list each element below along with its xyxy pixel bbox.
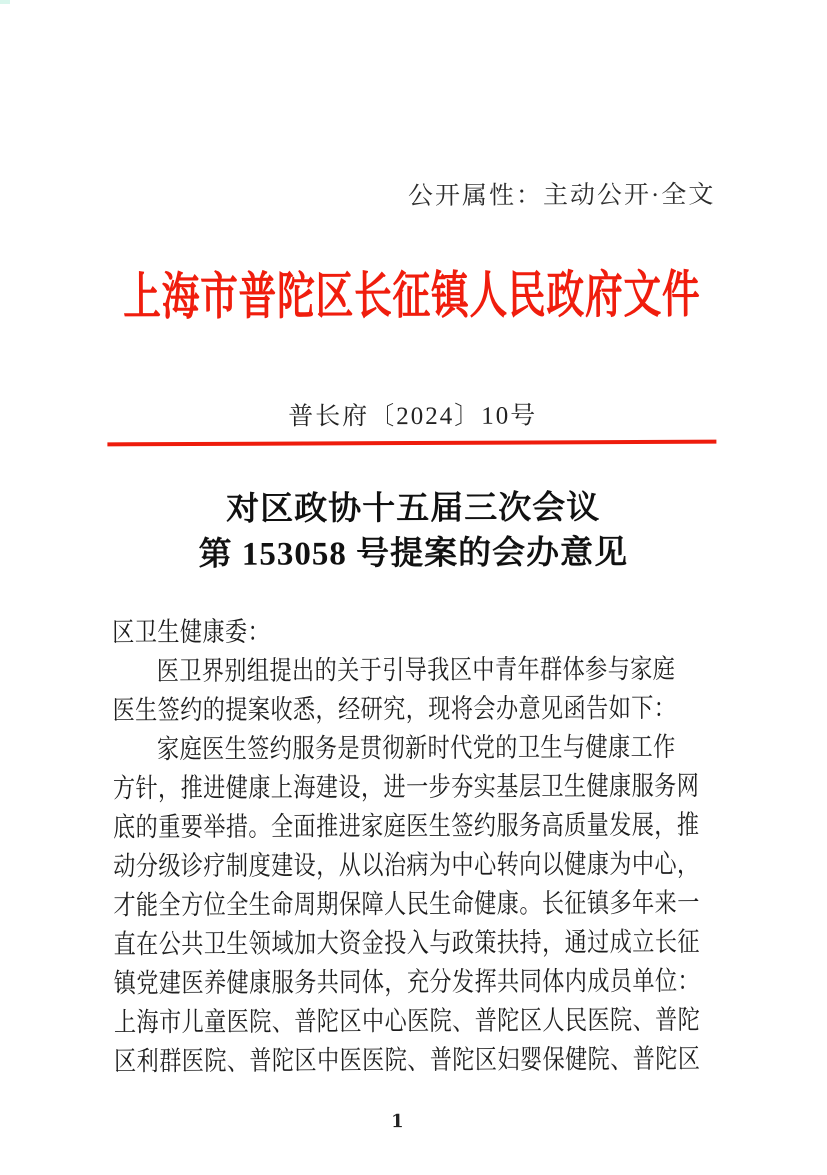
publicity-attribute-label: 公开属性：主动公开·全文 <box>407 181 716 211</box>
body-line: 直在公共卫生领域加大资金投入与政策扶持，通过成立长征 <box>113 926 700 960</box>
body-line: 家庭医生签约服务是贯彻新时代党的卫生与健康工作 <box>156 731 676 765</box>
body-line: 底的重要举措。全面推进家庭医生签约服务高质量发展，推 <box>113 809 700 843</box>
red-divider-rule <box>107 440 716 447</box>
body-line: 镇党建医养健康服务共同体，充分发挥共同体内成员单位： <box>113 965 701 999</box>
body-line: 医生签约的提案收悉，经研究，现将会办意见函告如下： <box>112 692 677 726</box>
body-line: 区利群医院、普陀区中医医院、普陀区妇婴保健院、普陀区 <box>114 1043 701 1077</box>
body-line: 医卫界别组提出的关于引导我区中青年群体参与家庭 <box>156 653 676 687</box>
agency-letterhead-text: 上海市普陀区长征镇人民政府文件 <box>123 267 701 327</box>
body-line: 方针，推进健康上海建设，进一步夯实基层卫生健康服务网 <box>112 770 700 804</box>
body-line: 上海市儿童医院、普陀区中心医院、普陀区人民医院、普陀 <box>113 1004 701 1038</box>
document-number: 普长府〔2024〕10号 <box>288 402 538 431</box>
agency-letterhead <box>0 264 826 330</box>
body-line: 区卫生健康委： <box>112 616 271 648</box>
body-line: 才能全方位全生命周期保障人民生命健康。长征镇多年来一 <box>113 887 700 921</box>
document-title-line1: 对区政协十五届三次会议 <box>226 490 601 528</box>
document-title-line2: 第 153058 号提案的会办意见 <box>198 535 629 573</box>
page-number: 1 <box>391 1111 404 1133</box>
body-line: 动分级诊疗制度建设，从以治病为中心转向以健康为中心， <box>113 848 700 882</box>
document-title <box>0 485 827 579</box>
document-body <box>112 610 814 1081</box>
